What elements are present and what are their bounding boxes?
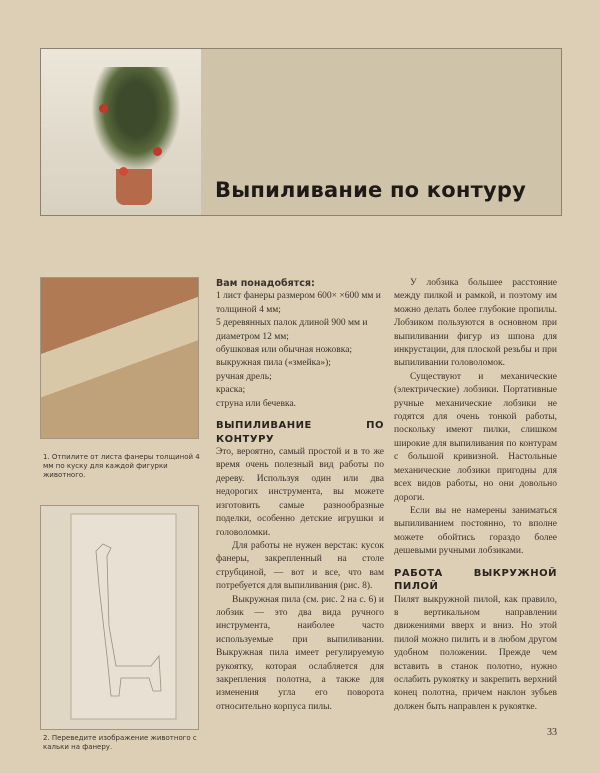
paragraph: У лобзика большее расстояние между пилкой и рамкой, и поэтому им можно делать более глубокие пропилы. Лобзиком пользуются в основном при выпиливании фигур из шпона для инкрустации, для плоской резьбы и при выпиливании головоломок. [394,278,557,369]
figure-1-photo [40,277,199,439]
paragraph: Это, вероятно, самый простой и в то же время очень полезный вид работы по дереву. Используя один или два недорогих инструмента, вы можете изготовить самые разнообразные поделки, особенно детские игрушки и головоломки. [216,447,384,538]
figure-2-caption: 2. Переведите изображение животного с кальки на фанеру. [43,734,197,751]
paragraph: Выкружная пила (см. рис. 2 на с. 6) и лобзик — это два вида ручного инструмента, наиболее часто используемые при выпиливании. Выкружная пила имеет регулируемую рукоятку, которая ослабляется для закрепления полотна, а также для изменения угла его поворота относительно корпуса пилы. [216,594,384,712]
figure-2-photo [40,505,199,730]
column-1 [216,277,384,714]
section-heading: ВЫПИЛИВАНИЕ ПО КОНТУРУ [216,420,384,445]
needs-list [216,290,384,411]
needs-item: ручная дрель; [216,371,272,382]
page-number: 33 [547,727,557,739]
needs-item: 5 деревянных палок длиной 900 мм и диаметром 12 мм; [216,318,368,342]
needs-item: струна или бечевка. [216,398,297,409]
needs-item: краска; [216,385,246,396]
paragraph: Если вы не намерены заниматься выпиливанием постоянно, то вполне можете обойтись гораздо более дешевыми ручными лобзиками. [394,505,557,557]
needs-item: выкружная пила («змейка»); [216,358,331,369]
heart-ornament [99,104,108,113]
heart-ornament [119,167,128,176]
needs-item: 1 лист фанеры размером 600× ×600 мм и толщиной 4 мм; [216,291,381,315]
paragraph: Для работы не нужен верстак: кусок фанеры, закрепленный на столе струбциной, — вот и все, что вам потребуется для выпиливания (рис. 8). [216,540,384,592]
plant-leaves [91,67,181,172]
column-2 [394,277,557,740]
section-heading: РАБОТА ВЫКРУЖНОЙ ПИЛОЙ [394,567,557,593]
needs-heading: Вам понадобятся: [216,278,315,289]
figure-1-caption: 1. Отпилите от листа фанеры толщиной 4 мм по куску для каждой фигурки животного. [43,453,200,479]
heart-ornament [153,147,162,156]
needs-item: обушковая или обычная ножовка; [216,345,353,356]
paragraph: Существуют и механические (электрические) лобзики. Портативные ручные механические лобзики не годятся для очень тонкой работы, поскольку имеют пилки, слишком широкие для выпиливания по контурам с большой кривизной. Настольные механические лобзики пригодны для всех видов работы, но они довольно дороги. [394,371,557,503]
plant-photo [41,49,201,215]
paragraph: Пилят выкружной пилой, как правило, в вертикальном направлении движениями вверх и вниз. Но этой пилой можно пилить и в любом другом удобном положении. Прежде чем вставить в станок полотно, нужно ослабить рукоятку и закрепить верхний конец полотна, причем наклон зубьев должен быть направлен к рукоятке. [394,594,557,712]
page-title: Выпиливание по контуру [215,178,526,202]
